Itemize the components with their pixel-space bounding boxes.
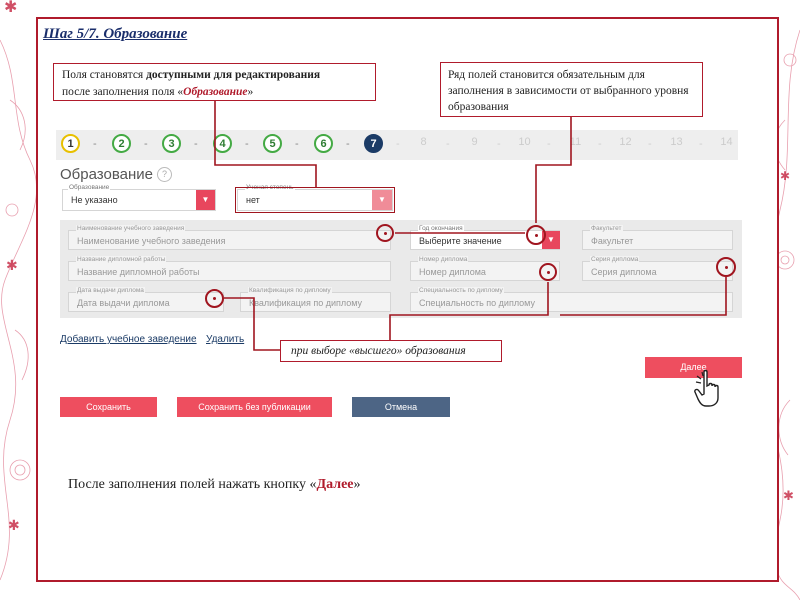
diploma-date-label: Дата выдачи диплома bbox=[77, 287, 144, 294]
step-11: 11 bbox=[569, 136, 582, 148]
step-14: 14 bbox=[720, 136, 733, 148]
step-separator: - bbox=[497, 138, 501, 150]
hand-cursor-icon bbox=[692, 368, 734, 410]
step-2[interactable]: 2 bbox=[112, 134, 131, 153]
institution-label: Наименование учебного заведения bbox=[77, 225, 185, 232]
step-3[interactable]: 3 bbox=[162, 134, 181, 153]
required-marker bbox=[539, 263, 557, 281]
required-marker bbox=[526, 225, 546, 245]
step-separator: - bbox=[396, 138, 400, 150]
step-separator: - bbox=[245, 138, 249, 150]
education-select[interactable] bbox=[62, 189, 216, 211]
svg-text:✱: ✱ bbox=[8, 517, 20, 533]
cancel-button[interactable]: Отмена bbox=[352, 397, 450, 417]
specialty-label: Специальность по диплому bbox=[419, 287, 503, 294]
instruction-end: » bbox=[353, 477, 361, 492]
degree-value: нет bbox=[246, 195, 260, 205]
required-marker bbox=[716, 257, 736, 277]
callout-editable-fields bbox=[53, 63, 376, 101]
svg-text:✱: ✱ bbox=[4, 0, 18, 16]
diploma-series-input[interactable] bbox=[582, 261, 733, 281]
diploma-number-label: Номер диплома bbox=[419, 256, 468, 263]
section-title: Образование bbox=[60, 166, 153, 183]
step-6[interactable]: 6 bbox=[314, 134, 333, 153]
chevron-down-icon[interactable]: ▼ bbox=[542, 231, 560, 249]
step-separator: - bbox=[346, 138, 350, 150]
qualification-input[interactable] bbox=[240, 292, 391, 312]
callout-text-2: после заполнения поля « bbox=[62, 86, 184, 98]
step-separator: - bbox=[648, 138, 652, 150]
faculty-input[interactable] bbox=[582, 230, 733, 250]
step-1[interactable]: 1 bbox=[61, 134, 80, 153]
diploma-number-input[interactable] bbox=[410, 261, 560, 281]
step-13: 13 bbox=[670, 136, 683, 148]
add-institution-link[interactable]: Добавить учебное заведение bbox=[60, 334, 197, 345]
chevron-down-icon[interactable]: ▼ bbox=[372, 190, 392, 210]
degree-highlight bbox=[235, 187, 395, 213]
education-label: Образование bbox=[69, 184, 110, 191]
instruction-part: После заполнения полей нажать кнопку « bbox=[68, 477, 317, 492]
step-separator: - bbox=[194, 138, 198, 150]
next-button[interactable]: Далее bbox=[645, 357, 742, 378]
thesis-placeholder: Название дипломной работы bbox=[77, 267, 200, 277]
year-value: Выберите значение bbox=[419, 236, 502, 246]
step-indicator bbox=[56, 130, 738, 160]
step-separator: - bbox=[144, 138, 148, 150]
help-icon[interactable]: ? bbox=[157, 167, 172, 182]
step-separator: - bbox=[547, 138, 551, 150]
callout-bold: доступными для редактирования bbox=[146, 69, 321, 81]
step-8: 8 bbox=[420, 136, 427, 148]
callout-red: Образование bbox=[183, 86, 248, 98]
callout-higher-education: при выборе «высшего» образования bbox=[280, 340, 502, 362]
thesis-input[interactable] bbox=[68, 261, 391, 281]
diploma-series-placeholder: Серия диплома bbox=[591, 267, 657, 277]
callout-required-fields: Ряд полей становится обязательным для заполнения в зависимости от выбранного уровня образования bbox=[440, 62, 703, 117]
step-4[interactable]: 4 bbox=[213, 134, 232, 153]
step-separator: - bbox=[699, 138, 703, 150]
delete-link[interactable]: Удалить bbox=[206, 334, 245, 345]
step-5[interactable]: 5 bbox=[263, 134, 282, 153]
callout-text-3: » bbox=[247, 86, 254, 98]
diploma-number-placeholder: Номер диплома bbox=[419, 267, 486, 277]
instruction-text bbox=[68, 477, 361, 493]
required-marker bbox=[205, 289, 224, 308]
step-9: 9 bbox=[471, 136, 478, 148]
svg-text:✱: ✱ bbox=[6, 257, 18, 273]
svg-text:✱: ✱ bbox=[783, 488, 794, 503]
step-12: 12 bbox=[619, 136, 632, 148]
callout-text: Поля становятся bbox=[62, 69, 147, 81]
faculty-placeholder: Факультет bbox=[591, 236, 634, 246]
diploma-series-label: Серия диплома bbox=[591, 256, 639, 263]
step-separator: - bbox=[446, 138, 450, 150]
step-separator: - bbox=[93, 138, 97, 150]
diploma-date-placeholder: Дата выдачи диплома bbox=[77, 298, 170, 308]
save-button[interactable]: Сохранить bbox=[60, 397, 157, 417]
specialty-input[interactable] bbox=[410, 292, 733, 312]
step-separator: - bbox=[598, 138, 602, 150]
thesis-label: Название дипломной работы bbox=[77, 256, 166, 263]
faculty-label: Факультет bbox=[591, 225, 622, 232]
qualification-placeholder: Квалификация по диплому bbox=[249, 298, 363, 308]
diploma-date-input[interactable] bbox=[68, 292, 224, 312]
instruction-next: Далее bbox=[316, 477, 354, 492]
step-10: 10 bbox=[518, 136, 531, 148]
qualification-label: Квалификация по диплому bbox=[249, 287, 331, 294]
step-separator: - bbox=[295, 138, 299, 150]
institution-input[interactable] bbox=[68, 230, 391, 250]
degree-label: Ученая степень bbox=[246, 184, 294, 191]
chevron-down-icon[interactable]: ▼ bbox=[196, 190, 215, 210]
year-label: Год окончания bbox=[419, 225, 463, 232]
step-title: Шаг 5/7. Образование bbox=[43, 26, 188, 42]
specialty-placeholder: Специальность по диплому bbox=[419, 298, 535, 308]
step-7[interactable]: 7 bbox=[364, 134, 383, 153]
required-marker bbox=[376, 224, 394, 242]
education-value: Не указано bbox=[71, 195, 118, 205]
save-without-publication-button[interactable]: Сохранить без публикации bbox=[177, 397, 332, 417]
svg-text:✱: ✱ bbox=[780, 169, 791, 183]
institution-placeholder: Наименование учебного заведения bbox=[77, 236, 226, 246]
